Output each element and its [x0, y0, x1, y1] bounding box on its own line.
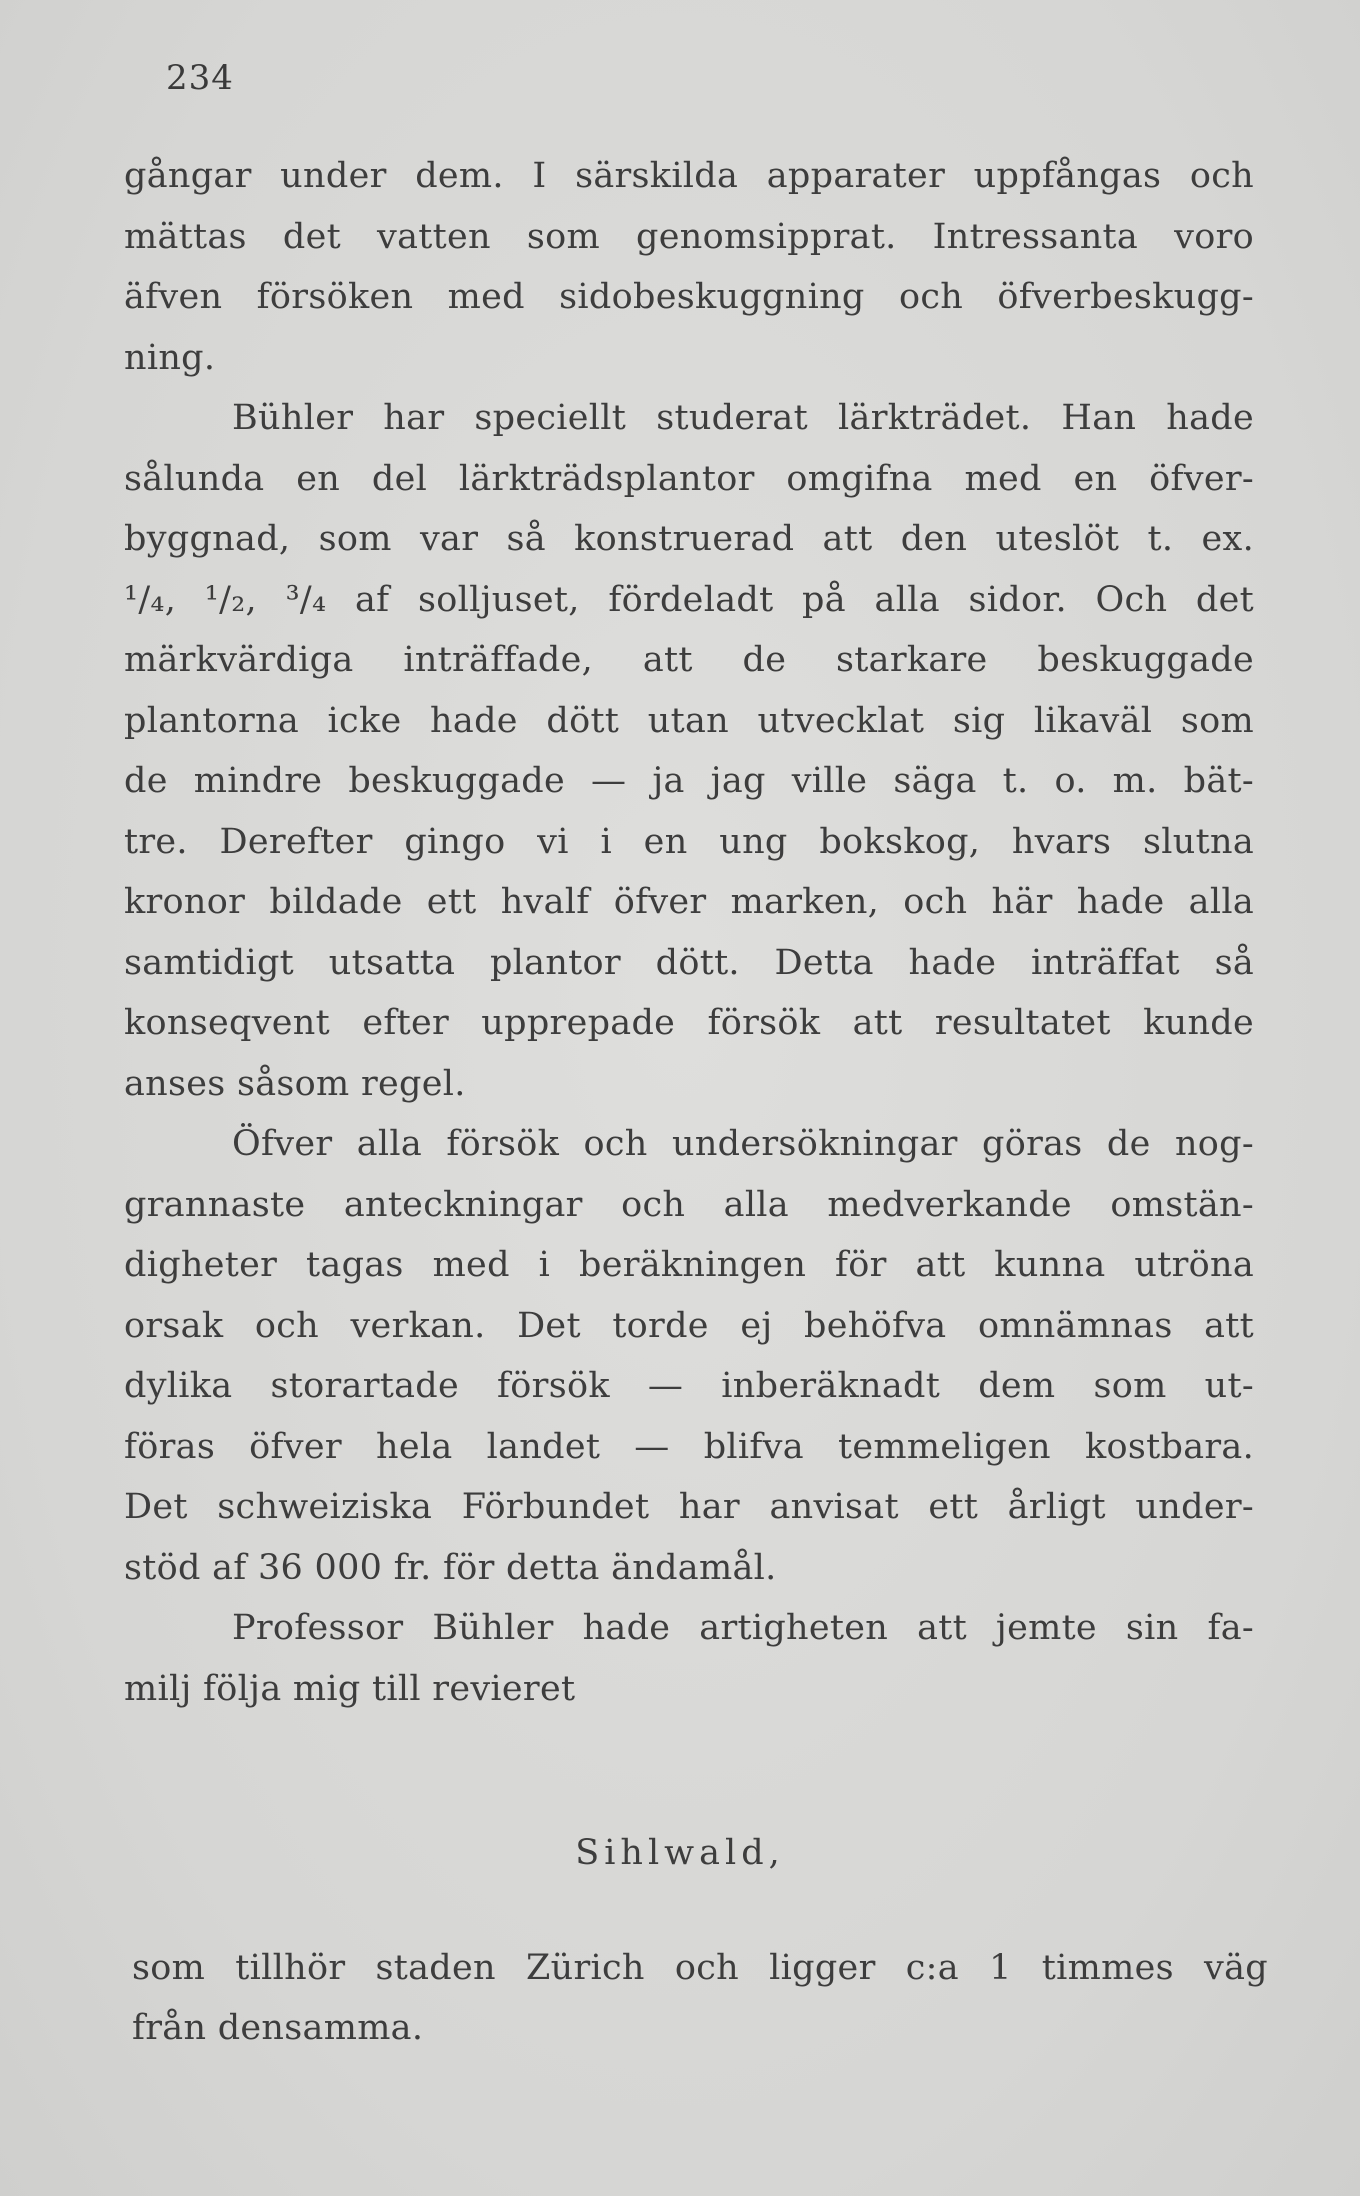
text-line: märkvärdiga inträffade, att de starkare beskuggade	[124, 640, 1254, 680]
text-line: grannaste anteckningar och alla medverkande omstän-	[124, 1184, 1254, 1225]
text-line: orsak och verkan. Det torde ej behöfva omnämnas att	[124, 1305, 1254, 1346]
body-text	[124, 146, 1254, 1719]
text-line: tre. Derefter gingo vi i en ung bokskog, hvars slutna	[124, 821, 1254, 862]
text-line: digheter tagas med i beräkningen för att kunna utröna	[124, 1245, 1254, 1285]
text-line: kronor bildade ett hvalf öfver marken, och här hade alla	[124, 882, 1254, 922]
text-line: föras öfver hela landet — blifva temmeligen kostbara.	[124, 1426, 1254, 1467]
text-line: ¹/₄, ¹/₂, ³/₄ af solljuset, fördeladt på alla sidor. Och det	[124, 579, 1254, 620]
paragraph	[124, 146, 1254, 388]
page-number: 234	[166, 58, 234, 98]
text-line: mättas det vatten som genomsipprat. Intressanta voro	[124, 216, 1254, 257]
text-line: stöd af 36 000 fr. för detta ändamål.	[124, 1547, 777, 1588]
text-line: samtidigt utsatta plantor dött. Detta hade inträffat så	[124, 942, 1254, 983]
paragraph	[124, 1114, 1254, 1598]
text-line: Bühler har speciellt studerat lärkträdet. Han hade	[232, 398, 1254, 438]
text-line: Professor Bühler hade artigheten att jemte sin fa-	[232, 1608, 1254, 1648]
heading-continuation	[132, 1938, 1268, 2058]
text-line: konseqvent efter upprepade försök att resultatet kunde	[124, 1003, 1254, 1043]
paragraph	[124, 1598, 1254, 1719]
paragraph	[124, 388, 1254, 1114]
text-line: ning.	[124, 337, 216, 378]
text-line: från densamma.	[132, 2008, 424, 2048]
text-line: sålunda en del lärkträdsplantor omgifna med en öfver-	[124, 458, 1254, 499]
section-heading: Sihlwald,	[575, 1833, 785, 1873]
text-line: milj följa mig till revieret	[124, 1668, 576, 1709]
text-line: de mindre beskuggade — ja jag ville säga t. o. m. bät-	[124, 761, 1254, 801]
text-line: dylika storartade försök — inberäknadt dem som ut-	[124, 1366, 1254, 1406]
text-line: som tillhör staden Zürich och ligger c:a 1 timmes väg	[132, 1948, 1268, 1988]
text-line: byggnad, som var så konstruerad att den uteslöt t. ex.	[124, 519, 1254, 559]
text-line: gångar under dem. I särskilda apparater uppfångas och	[124, 156, 1254, 196]
text-line: Det schweiziska Förbundet har anvisat ett årligt under-	[124, 1487, 1254, 1527]
text-line: äfven försöken med sidobeskuggning och öfverbeskugg-	[124, 277, 1254, 317]
text-line: Öfver alla försök och undersökningar göras de nog-	[232, 1124, 1254, 1164]
text-line: plantorna icke hade dött utan utvecklat sig likaväl som	[124, 700, 1254, 741]
text-line: anses såsom regel.	[124, 1063, 466, 1104]
